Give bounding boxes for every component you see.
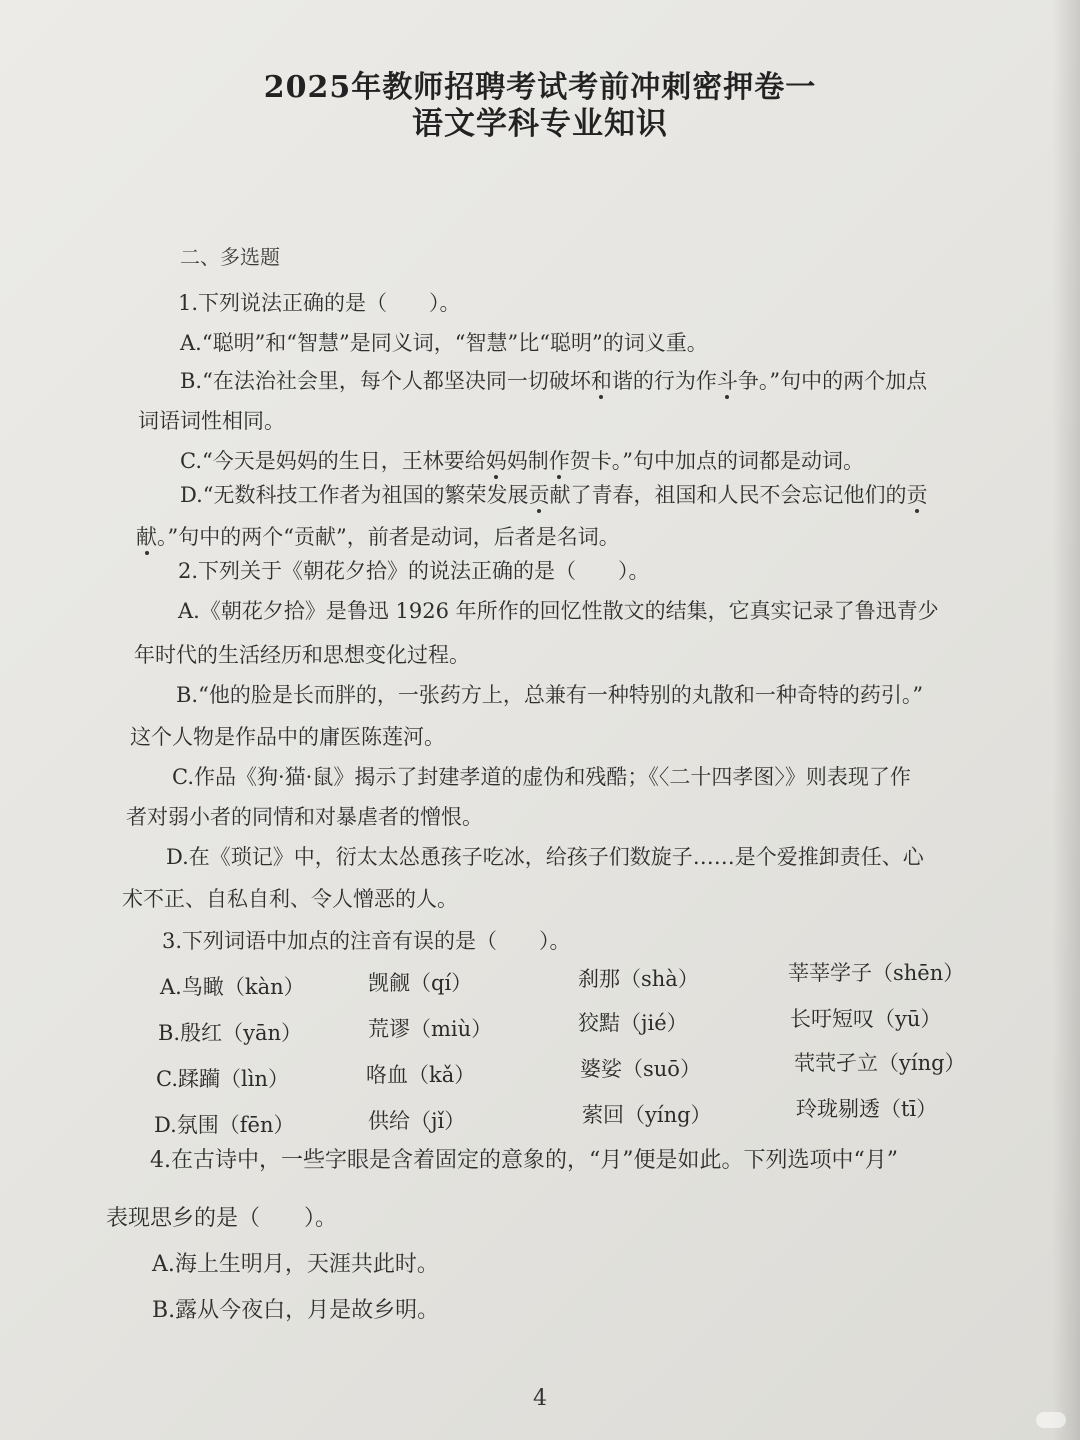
q2-option-b-line1: B.“他的脸是长而胖的，一张药方上，总兼有一种特别的丸散和一种奇特的药引。” [176, 683, 924, 707]
page-number: 4 [533, 1386, 547, 1411]
q4-stem-line1: 4.在古诗中，一些字眼是含着固定的意象的，“月”便是如此。下列选项中“月” [150, 1148, 898, 1173]
q3-d-1: D.氛围（fēn） [154, 1113, 295, 1137]
q3-b-1: B.殷红（yān） [158, 1021, 303, 1045]
q2-option-c-line1: C.作品《狗·猫·鼠》揭示了封建孝道的虚伪和残酷；《〈二十四孝图〉》则表现了作 [172, 765, 911, 789]
q1-option-b-line1: B.“在法治社会里，每个人都坚决同一切破坏和谐的行为作斗争。”句中的两个加点 [180, 369, 928, 393]
q3-d-3: 萦回（yíng） [582, 1103, 712, 1127]
q2-option-c-line2: 者对弱小者的同情和对暴虐者的憎恨。 [126, 805, 483, 829]
q3-a-2: 觊觎（qí） [368, 971, 473, 995]
q1-option-c: C.“今天是妈妈的生日，王林要给妈妈制作贺卡。”句中加点的词都是动词。 [180, 449, 864, 473]
q2-option-a-line1: A.《朝花夕拾》是鲁迅 1926 年所作的回忆性散文的结集，它真实记录了鲁迅青少 [178, 599, 939, 623]
q3-c-2: 咯血（kǎ） [366, 1063, 476, 1087]
q3-b-2: 荒谬（miù） [368, 1017, 493, 1041]
q1-option-a: A.“聪明”和“智慧”是同义词，“智慧”比“聪明”的词义重。 [180, 331, 708, 355]
exam-title: 2025年教师招聘考试考前冲刺密押卷一 [263, 70, 817, 105]
q3-a-4: 莘莘学子（shēn） [788, 961, 965, 985]
q4-stem-line2: 表现思乡的是（ ）。 [106, 1206, 338, 1231]
q3-c-4: 茕茕孑立（yíng） [794, 1051, 966, 1075]
q2-option-d-line2: 术不正、自私自利、令人憎恶的人。 [122, 887, 458, 911]
q3-a-1: A.鸟瞰（kàn） [160, 975, 305, 999]
q2-option-b-line2: 这个人物是作品中的庸医陈莲河。 [130, 725, 445, 749]
q3-b-3: 狡黠（jié） [578, 1011, 688, 1035]
subject-title: 语文学科专业知识 [412, 106, 668, 142]
q3-a-3: 刹那（shà） [578, 967, 699, 991]
q1-option-d-line1: D.“无数科技工作者为祖国的繁荣发展贡献了青春，祖国和人民不会忘记他们的贡 [180, 483, 928, 507]
page-edge-shadow [1052, 0, 1080, 1440]
q1-option-d-line2: 献。”句中的两个“贡献”，前者是动词，后者是名词。 [136, 525, 620, 549]
q3-d-2: 供给（jǐ） [368, 1109, 466, 1133]
section-heading: 二、多选题 [180, 245, 280, 269]
q3-c-3: 婆娑（suō） [580, 1057, 701, 1081]
q1-stem: 1.下列说法正确的是（ ）。 [178, 291, 461, 315]
q1-option-b-line2: 词语词性相同。 [138, 409, 285, 433]
q2-option-d-line1: D.在《琐记》中，衍太太怂恿孩子吃冰，给孩子们数旋子……是个爱推卸责任、心 [166, 845, 924, 869]
q2-option-a-line2: 年时代的生活经历和思想变化过程。 [134, 643, 470, 667]
q3-stem: 3.下列词语中加点的注音有误的是（ ）。 [162, 929, 571, 953]
q4-option-b: B.露从今夜白，月是故乡明。 [152, 1298, 440, 1323]
q4-option-a: A.海上生明月，天涯共此时。 [152, 1252, 439, 1277]
q3-c-1: C.蹂躏（lìn） [156, 1067, 289, 1091]
q3-b-4: 长吁短叹（yū） [790, 1007, 942, 1031]
watermark-badge [1036, 1412, 1066, 1428]
q2-stem: 2.下列关于《朝花夕拾》的说法正确的是（ ）。 [178, 559, 650, 583]
q3-d-4: 玲珑剔透（tī） [796, 1097, 938, 1121]
